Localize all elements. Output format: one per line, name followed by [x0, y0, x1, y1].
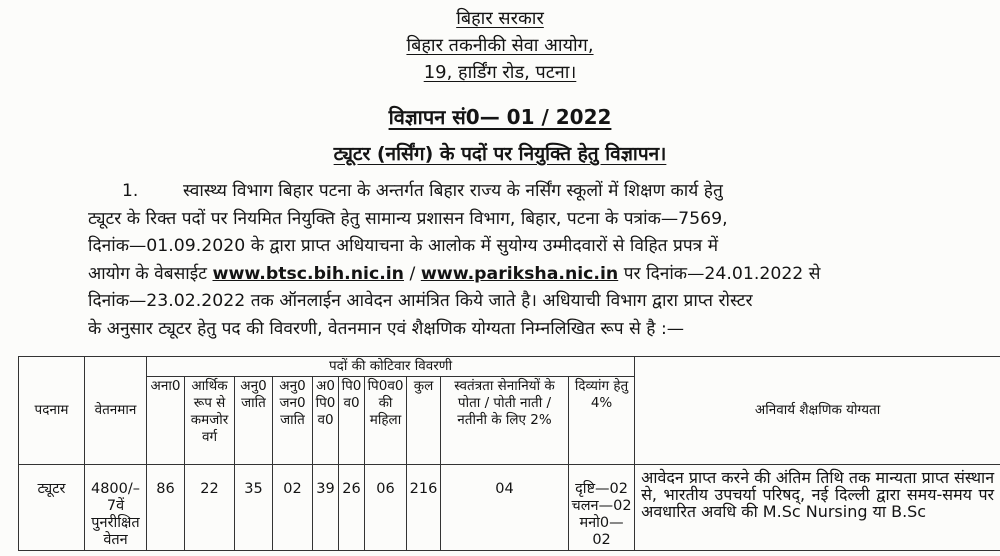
paragraph-1	[88, 178, 958, 343]
para-line-4a: आयोग के वेबसाईट	[88, 263, 213, 284]
paragraph-number: 1.	[122, 181, 139, 201]
cell-st: 02	[273, 465, 313, 551]
advertisement-subject: ट्यूटर (नर्सिंग) के पदों पर नियुक्ति हेतु विज्ञापन।	[333, 143, 667, 165]
col-header-divyang: दिव्यांग हेतु 4%	[569, 377, 635, 465]
divyang-locomotor: चलन—02	[571, 498, 632, 514]
col-header-category-group: पदों की कोटिवार विवरणी	[147, 357, 635, 377]
col-header-unreserved: अना0	[147, 377, 185, 465]
commission-name: बिहार तकनीकी सेवा आयोग,	[406, 35, 594, 56]
col-header-post: पदनाम	[19, 357, 85, 465]
col-header-pay: वेतनमान	[85, 357, 147, 465]
col-header-bc: पि0 व0	[339, 377, 365, 465]
cell-ebc: 39	[313, 465, 339, 551]
govt-name: बिहार सरकार	[456, 8, 544, 29]
cell-sc: 35	[235, 465, 273, 551]
cell-total: 216	[407, 465, 441, 551]
link-btsc[interactable]: www.btsc.bih.nic.in	[212, 263, 404, 284]
para-line-4	[88, 261, 958, 289]
cell-unreserved: 86	[147, 465, 185, 551]
col-header-sc: अनु0 जाति	[235, 377, 273, 465]
para-line-3: दिनांक—01.09.2020 के द्वारा प्राप्त अधियाचना के आलोक में सुयोग्य उम्मीदवारों से विहित प्रपत्र में	[88, 236, 719, 256]
divyang-visual: दृष्टि—02	[575, 481, 628, 497]
cell-bc-women: 06	[365, 465, 407, 551]
para-line-2: ट्यूटर के रिक्त पदों पर नियमित नियुक्ति हेतु सामान्य प्रशासन विभाग, बिहार, पटना के पत्रांक—7569,	[88, 208, 728, 229]
col-header-total: कुल	[407, 377, 441, 465]
col-header-qualification: अनिवार्य शैक्षणिक योग्यता	[635, 357, 1000, 465]
advertisement-number: विज्ञापन सं0— 01 / 2022	[388, 105, 612, 129]
cell-ews: 22	[185, 465, 235, 551]
cell-pay: 4800/– 7वें पुनरीक्षित वेतन	[85, 465, 147, 551]
para-line-4c: पर दिनांक—24.01.2022 से	[618, 263, 821, 284]
col-header-st: अनु0 जन0 जाति	[273, 377, 313, 465]
vacancy-table	[18, 356, 1000, 551]
para-line-6: के अनुसार ट्यूटर हेतु पद की विवरणी, वेतनमान एवं शैक्षणिक योग्यता निम्नलिखित रूप से है :—	[88, 318, 685, 339]
para-line-5: दिनांक—23.02.2022 तक ऑनलाईन आवेदन आमंत्रित किये जाते है। अधियाची विभाग द्वारा प्राप्त रोस्टर	[88, 291, 753, 311]
col-header-ews: आर्थिक रूप से कमजोर वर्ग	[185, 377, 235, 465]
cell-divyang	[569, 465, 635, 551]
commission-address: 19, हार्डिंग रोड, पटना।	[423, 62, 577, 83]
col-header-ebc: अ0 पि0 व0	[313, 377, 339, 465]
cell-freedom-fighter: 04	[441, 465, 569, 551]
table-row	[19, 465, 1000, 551]
col-header-freedom-fighter: स्वतंत्रता सेनानियों के पोता / पोती नाती / नतीनी के लिए 2%	[441, 377, 569, 465]
cell-bc: 26	[339, 465, 365, 551]
cell-post: ट्यूटर	[19, 465, 85, 551]
link-pariksha[interactable]: www.pariksha.nic.in	[420, 263, 619, 284]
divyang-mental: मनो0—02	[579, 515, 624, 548]
cell-qualification: आवेदन प्राप्त करने की अंतिम तिथि तक मान्यता प्राप्त संस्थान से, भारतीय उपचर्या परिषद्, नई दिल्ली द्वारा समय-समय पर अवधारित अवधि की M.Sc Nursing या B.Sc	[635, 465, 1000, 551]
para-line-4b: /	[404, 263, 421, 284]
col-header-bc-women: पि0व0 की महिला	[365, 377, 407, 465]
para-line-1: स्वास्थ्य विभाग बिहार पटना के अन्तर्गत बिहार राज्य के नर्सिंग स्कूलों में शिक्षण कार्य हेतु	[183, 181, 723, 201]
